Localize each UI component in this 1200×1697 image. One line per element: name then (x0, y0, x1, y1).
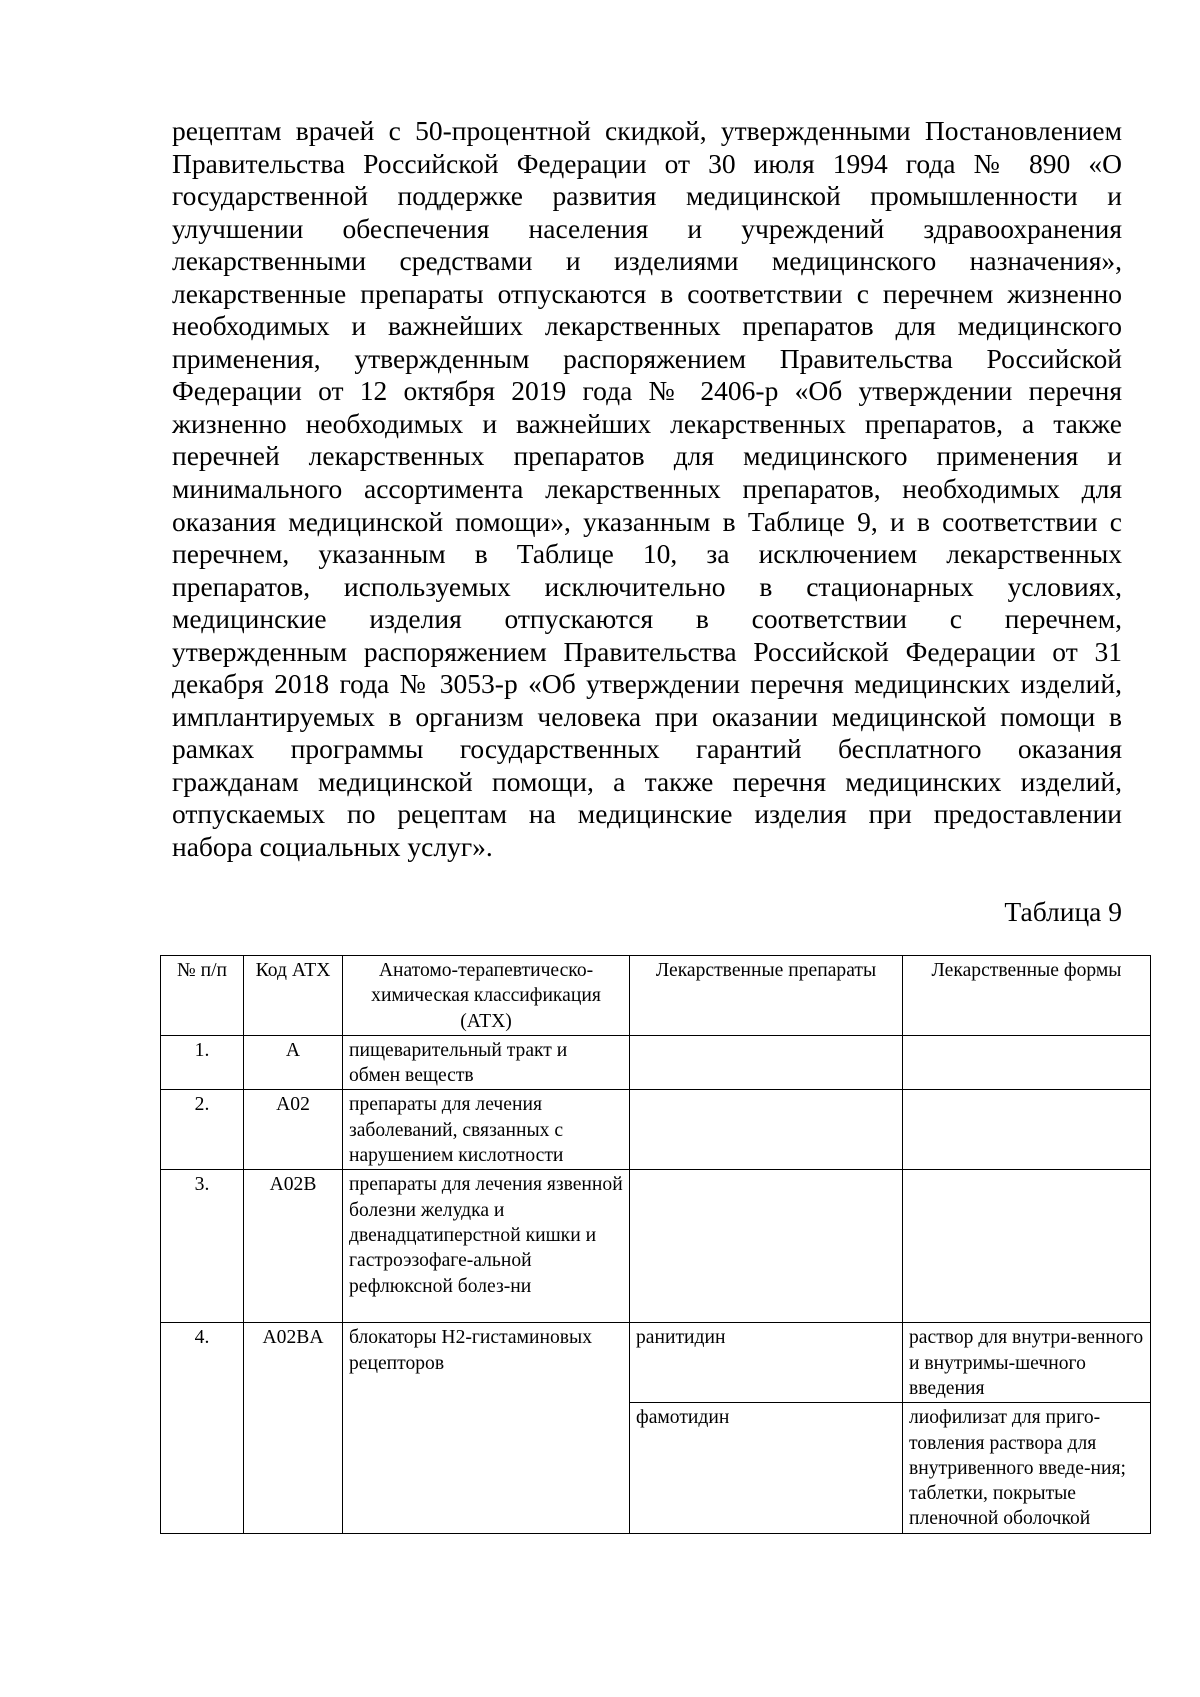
header-form: Лекарственные формы (903, 956, 1151, 1036)
body-line: Правительства Российской Федерации от 30 июля 1994 года № 890 «О (172, 147, 1122, 179)
row-num: 2. (161, 1090, 244, 1170)
row-form (903, 1170, 1151, 1323)
row-drug (630, 1035, 903, 1090)
header-atc: Анатомо-терапевтическо-химическая классификация (АТХ) (343, 956, 630, 1036)
row-atc: пищеварительный тракт и обмен веществ (343, 1035, 630, 1090)
body-line: жизненно необходимых и важнейших лекарственных препаратов, а также (172, 407, 1122, 439)
body-line: Федерации от 12 октября 2019 года № 2406-р «Об утверждении перечня (172, 375, 1122, 407)
body-line: рамках программы государственных гарантий бесплатного оказания (172, 733, 1122, 765)
row-code: A (244, 1035, 343, 1090)
row-atc: блокаторы H2-гистаминовых рецепторов (343, 1323, 630, 1533)
body-line: декабря 2018 года № 3053-р «Об утверждении перечня медицинских изделий, (172, 668, 1122, 700)
body-line: минимального ассортимента лекарственных препаратов, необходимых для (172, 473, 1122, 505)
body-line: отпускаемых по рецептам на медицинские изделия при предоставлении (172, 798, 1122, 830)
body-line: применения, утвержденным распоряжением Правительства Российской (172, 342, 1122, 374)
row-num: 3. (161, 1170, 244, 1323)
body-line: перечней лекарственных препаратов для медицинского применения и (172, 440, 1122, 472)
row-drug: ранитидин (630, 1323, 903, 1403)
form-line: лиофилизат для приго-товления раствора для внутривенного введе-ния; (909, 1407, 1126, 1479)
row-form (903, 1090, 1151, 1170)
body-line: государственной поддержке развития медицинской промышленности и (172, 180, 1122, 212)
body-line: необходимых и важнейших лекарственных препаратов для медицинского (172, 310, 1122, 342)
table-row (161, 1170, 1151, 1323)
body-line: препаратов, используемых исключительно в стационарных условиях, (172, 570, 1122, 602)
row-drug (630, 1090, 903, 1170)
table-row (161, 1323, 1151, 1403)
row-num: 1. (161, 1035, 244, 1090)
row-form (903, 1035, 1151, 1090)
body-line: перечнем, указанным в Таблице 10, за исключением лекарственных (172, 538, 1122, 570)
row-code: A02BA (244, 1323, 343, 1533)
body-paragraph (172, 115, 1122, 864)
body-line: улучшении обеспечения населения и учреждений здравоохранения (172, 212, 1122, 244)
row-form (903, 1403, 1151, 1533)
row-form: раствор для внутри-венного и внутримы-шечного введения (903, 1323, 1151, 1403)
body-line: рецептам врачей с 50-процентной скидкой, утвержденными Постановлением (172, 115, 1122, 146)
header-code: Код АТХ (244, 956, 343, 1036)
body-line: утвержденным распоряжением Правительства Российской Федерации от 31 (172, 635, 1122, 667)
table-header-row (161, 956, 1151, 1036)
table-caption: Таблица 9 (1004, 896, 1122, 927)
row-drug (630, 1170, 903, 1323)
body-line: гражданам медицинской помощи, а также перечня медицинских изделий, (172, 765, 1122, 797)
body-line: набора социальных услуг». (172, 831, 493, 863)
header-num: № п/п (161, 956, 244, 1036)
body-line: имплантируемых в организм человека при оказании медицинской помощи в (172, 700, 1122, 732)
row-num: 4. (161, 1323, 244, 1533)
body-line: лекарственные препараты отпускаются в соответствии с перечнем жизненно (172, 277, 1122, 309)
table-row (161, 1090, 1151, 1170)
body-line: лекарственными средствами и изделиями медицинского назначения», (172, 245, 1122, 277)
row-drug: фамотидин (630, 1403, 903, 1533)
row-code: A02 (244, 1090, 343, 1170)
row-atc: препараты для лечения язвенной болезни желудка и двенадцатиперстной кишки и гастроэзофаге-альной рефлюксной болез-ни (343, 1170, 630, 1323)
body-line: медицинские изделия отпускаются в соответствии с перечнем, (172, 603, 1122, 635)
row-code: A02B (244, 1170, 343, 1323)
header-drug: Лекарственные препараты (630, 956, 903, 1036)
table-row (161, 1035, 1151, 1090)
body-line: оказания медицинской помощи», указанным в Таблице 9, и в соответствии с (172, 505, 1122, 537)
row-atc: препараты для лечения заболеваний, связанных с нарушением кислотности (343, 1090, 630, 1170)
drug-table (160, 955, 1151, 1534)
form-line: таблетки, покрытые пленочной оболочкой (909, 1483, 1091, 1530)
